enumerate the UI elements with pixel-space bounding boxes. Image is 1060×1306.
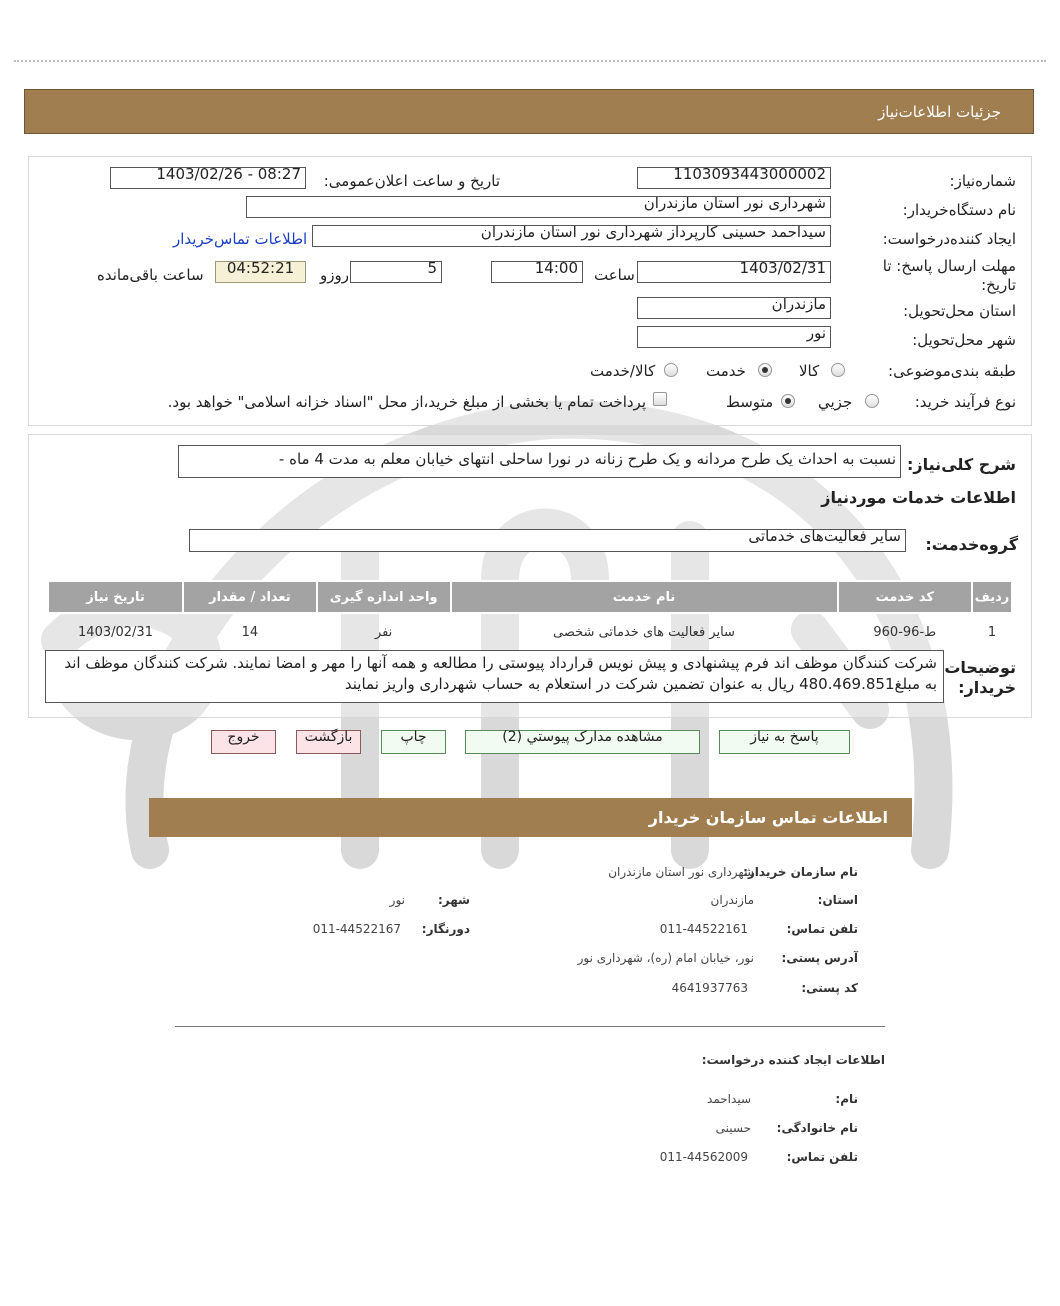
creator-phone-label: تلفن تماس: (786, 1150, 858, 1164)
exit-button[interactable]: خروج (211, 730, 276, 754)
buyer-org-label: نام دستگاه‌خريدار: (902, 201, 1016, 219)
deadline-date-field: 1403/02/31 (637, 261, 831, 283)
buyer-contact-heading: اطلاعات تماس سازمان خریدار (648, 808, 888, 827)
services-heading: اطلاعات خدمات موردنياز (821, 488, 1016, 507)
cell-quantity: 14 (241, 624, 259, 640)
creator-info-heading: اطلاعات ایجاد کننده درخواست: (701, 1053, 885, 1067)
contact-phone-label: تلفن تماس: (786, 922, 858, 936)
contact-province-value: مازندران (710, 893, 754, 907)
contact-phone-value: 011-44522161 (659, 922, 748, 936)
details-header-bar (24, 89, 1034, 134)
category-goods-label: کالا (799, 362, 820, 380)
announce-date-field: 1403/02/26 - 08:27 (110, 167, 306, 189)
col-unit: واحد اندازه گیری (317, 581, 451, 613)
province-field: مازندران (637, 297, 831, 319)
category-goods-service-radio[interactable] (664, 363, 678, 377)
buyer-contact-header-bar (149, 798, 912, 837)
view-documents-button[interactable]: مشاهده مدارک پيوستي (2) (465, 730, 700, 754)
page-title: جزئيات اطلاعات‌نياز (878, 103, 1001, 121)
summary-label: شرح کلی‌نياز: (907, 455, 1016, 474)
need-number-field: 1103093443000002 (637, 167, 831, 189)
contact-fax-label: دورنگار: (421, 922, 470, 936)
table-header-row (48, 581, 1012, 613)
table-row (48, 613, 1012, 650)
process-label: نوع فرآیند خرید: (914, 393, 1016, 411)
process-minor-radio[interactable] (865, 394, 879, 408)
remaining-time-field: 04:52:21 (215, 261, 306, 283)
col-service-name: نام خدمت (451, 581, 838, 613)
buyer-notes-label-line1: توضيحات (944, 658, 1016, 677)
deadline-time-field: 14:00 (491, 261, 583, 283)
col-service-code: کد خدمت (838, 581, 973, 613)
city-label: شهر محل‌تحويل: (912, 331, 1016, 349)
deadline-label (876, 257, 1016, 295)
category-goods-radio[interactable] (831, 363, 845, 377)
contact-postal-label: کد پستی: (801, 981, 858, 995)
treasury-payment-checkbox[interactable] (653, 392, 667, 406)
contact-divider (175, 1026, 885, 1027)
buyer-notes-field: شرکت کنندگان موظف اند فرم پیشنهادی و پیش نویس قرارداد پیوستی را مطالعه و همه آنها را مهر و امضا نمایند. شرکت کنندگان موظف اند به مبلغ480.469.851 ریال به عنوان تضمین شرکت در استعلام به حساب شهرداری واریز نمایند (45, 650, 944, 703)
summary-field: نسبت به احداث یک طرح مردانه و یک طرح زنانه در نورا ساحلی انتهای خیابان معلم به مدت 4 ماه - (178, 445, 901, 478)
service-group-label: گروه‌خدمت: (925, 535, 1018, 554)
cell-unit: نفر (374, 624, 393, 640)
contact-city-label: شهر: (438, 893, 470, 907)
category-goods-service-label: کالا/خدمت (590, 362, 656, 380)
category-service-radio[interactable] (758, 363, 772, 377)
days-label: روزو (320, 266, 349, 284)
col-quantity: تعداد / مقدار (183, 581, 317, 613)
creator-family-label: نام خانوادگی: (776, 1121, 858, 1135)
contact-org-label: نام سازمان خریدار: (743, 865, 858, 879)
buyer-notes-label-line2: خريدار: (958, 678, 1016, 697)
creator-label: ايجاد کننده‌درخواست: (882, 230, 1016, 248)
deadline-label-text: مهلت ارسال پاسخ: تا تاریخ: (882, 257, 1016, 294)
creator-phone-value: 011-44562009 (659, 1150, 748, 1164)
deadline-time-label: ساعت (594, 266, 635, 284)
print-button[interactable]: چاپ (381, 730, 446, 754)
contact-address-label: آدرس پستی: (781, 951, 858, 965)
creator-field: سیداحمد حسینی کارپرداز شهرداری نور استان مازندران (312, 225, 831, 247)
remaining-label: ساعت باقی‌مانده (97, 266, 204, 284)
buyer-contact-link[interactable]: اطلاعات تماس‌خريدار (173, 230, 308, 248)
col-need-date: تاريخ نياز (48, 581, 183, 613)
process-minor-label: جزيي (818, 393, 853, 411)
remaining-days-field: 5 (350, 261, 442, 283)
cell-service-code: ط-96-960 (873, 624, 937, 640)
need-number-label: شماره‌نياز: (949, 172, 1016, 190)
cell-need-date: 1403/02/31 (78, 624, 153, 640)
contact-fax-value: 011-44522167 (312, 922, 401, 936)
contact-address-value: نور، خیابان امام (ره)، شهرداری نور (577, 951, 754, 965)
back-button[interactable]: بازگشت (296, 730, 361, 754)
cell-service-name: سایر فعالیت های خدماتی شخصی (553, 624, 735, 640)
contact-province-label: استان: (817, 893, 858, 907)
process-medium-label: متوسط (726, 393, 774, 411)
creator-name-value: سیداحمد (707, 1092, 751, 1106)
contact-org-value: شهرداری نور استان مازندران (608, 865, 754, 879)
creator-family-value: حسینی (715, 1121, 751, 1135)
city-field: نور (637, 326, 831, 348)
category-label: طبقه بندی‌موضوعی: (888, 362, 1016, 380)
service-group-field: سایر فعالیت‌های خدماتی (189, 529, 906, 552)
contact-postal-value: 4641937763 (671, 981, 748, 995)
buyer-org-field: شهرداری نور استان مازندران (246, 196, 831, 218)
cell-row-number: 1 (987, 624, 997, 640)
reply-button[interactable]: پاسخ به نياز (719, 730, 850, 754)
top-dotted-divider (14, 60, 1046, 62)
announce-date-label: تاريخ و ساعت اعلان‌عمومی: (323, 172, 500, 190)
col-row-number: رديف (972, 581, 1012, 613)
treasury-payment-note: پرداخت تمام یا بخشی از مبلغ خرید،از محل "اسناد خزانه اسلامی" خواهد بود. (167, 393, 646, 411)
process-medium-radio[interactable] (781, 394, 795, 408)
category-service-label: خدمت (706, 362, 746, 380)
creator-name-label: نام: (835, 1092, 858, 1106)
province-label: استان محل‌تحويل: (903, 302, 1016, 320)
services-table (47, 580, 1013, 650)
buyer-notes-label (944, 658, 1016, 698)
contact-city-value: نور (389, 893, 405, 907)
